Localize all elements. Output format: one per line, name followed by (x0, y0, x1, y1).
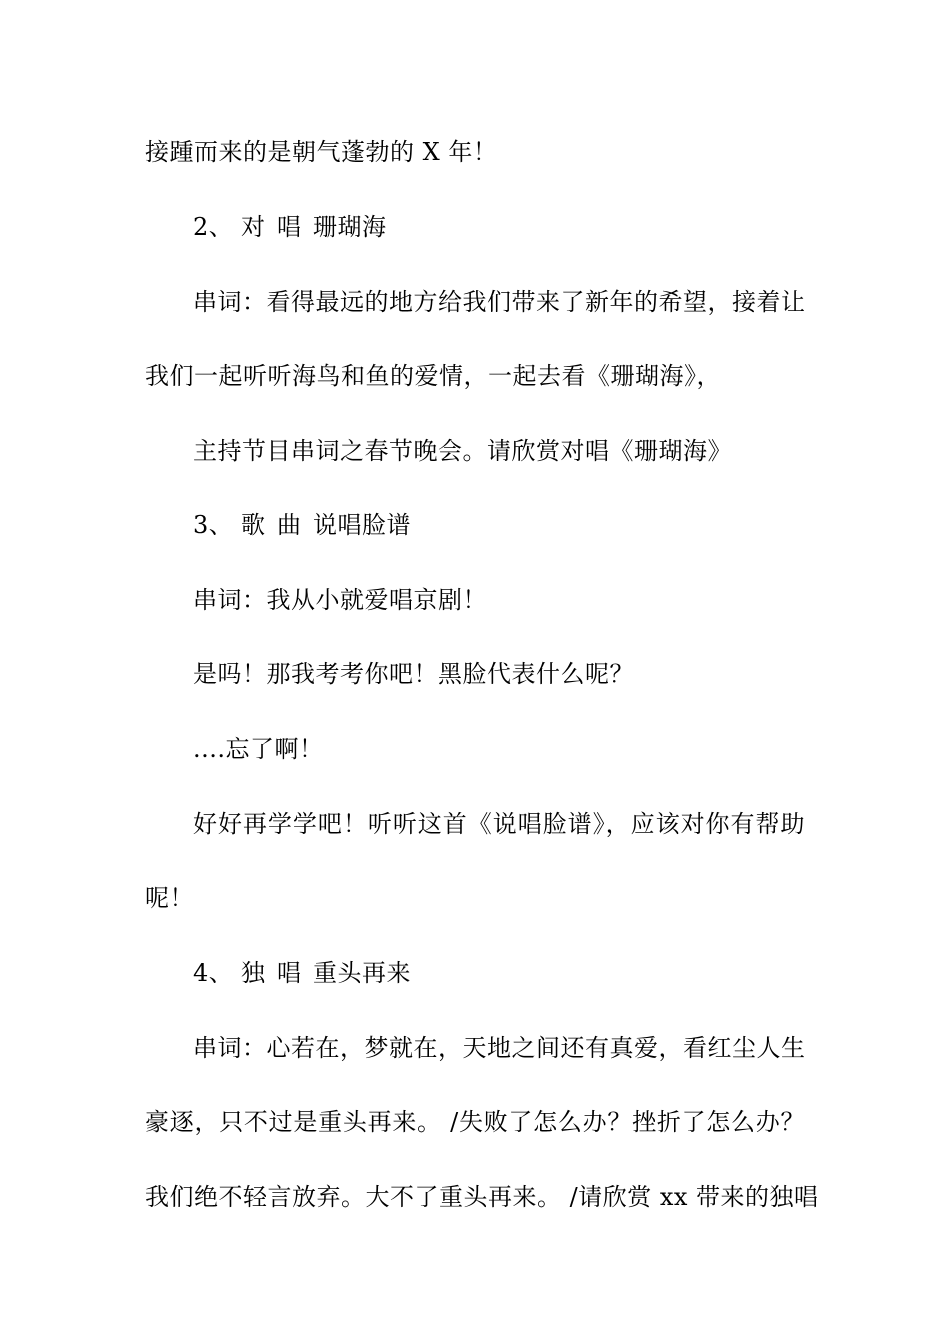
paragraph-line (0, 1182, 950, 1212)
program-heading-3 (0, 510, 950, 540)
text: ....忘了啊！ (193, 735, 324, 763)
text: 接踵而来的是朝气蓬勃的 X 年！ (145, 138, 498, 166)
text: 呢！ (145, 884, 194, 912)
paragraph-line (0, 585, 950, 615)
program-heading-4 (0, 958, 950, 988)
program-type: 对唱 (241, 213, 313, 241)
program-number: 3、 (193, 511, 234, 539)
text: 串词：我从小就爱唱京剧！ (193, 586, 487, 614)
paragraph-line (0, 809, 950, 839)
paragraph-line (0, 883, 950, 913)
program-type: 独唱 (241, 959, 313, 987)
text: 串词：看得最远的地方给我们带来了新年的希望，接着让 (193, 288, 806, 316)
text: 我们绝不轻言放弃。大不了重头再来。 /请欣赏 xx 带来的独唱 (145, 1183, 819, 1211)
paragraph-line (0, 361, 950, 391)
text: 串词：心若在，梦就在，天地之间还有真爱，看红尘人生 (193, 1034, 806, 1062)
text: 好好再学学吧！听听这首《说唱脸谱》，应该对你有帮助 (193, 810, 805, 838)
text: 是吗！那我考考你吧！黑脸代表什么呢？ (193, 660, 634, 688)
paragraph-line (0, 659, 950, 689)
paragraph-line (0, 137, 950, 167)
paragraph-line (0, 436, 950, 466)
program-type: 歌曲 (241, 511, 313, 539)
program-title: 说唱脸谱 (313, 511, 411, 539)
text: 主持节目串词之春节晚会。请欣赏对唱《珊瑚海》 (193, 437, 732, 465)
program-title: 重头再来 (313, 959, 411, 987)
text: 豪逐，只不过是重头再来。 /失败了怎么办？挫折了怎么办？ (145, 1108, 805, 1136)
program-number: 2、 (193, 213, 234, 241)
program-number: 4、 (193, 959, 234, 987)
paragraph-line (0, 1033, 950, 1063)
program-title: 珊瑚海 (313, 213, 387, 241)
paragraph-line (0, 287, 950, 317)
paragraph-line (0, 734, 950, 764)
text: 我们一起听听海鸟和鱼的爱情，一起去看《珊瑚海》， (145, 362, 721, 390)
paragraph-line (0, 1107, 950, 1137)
program-heading-2 (0, 212, 950, 242)
